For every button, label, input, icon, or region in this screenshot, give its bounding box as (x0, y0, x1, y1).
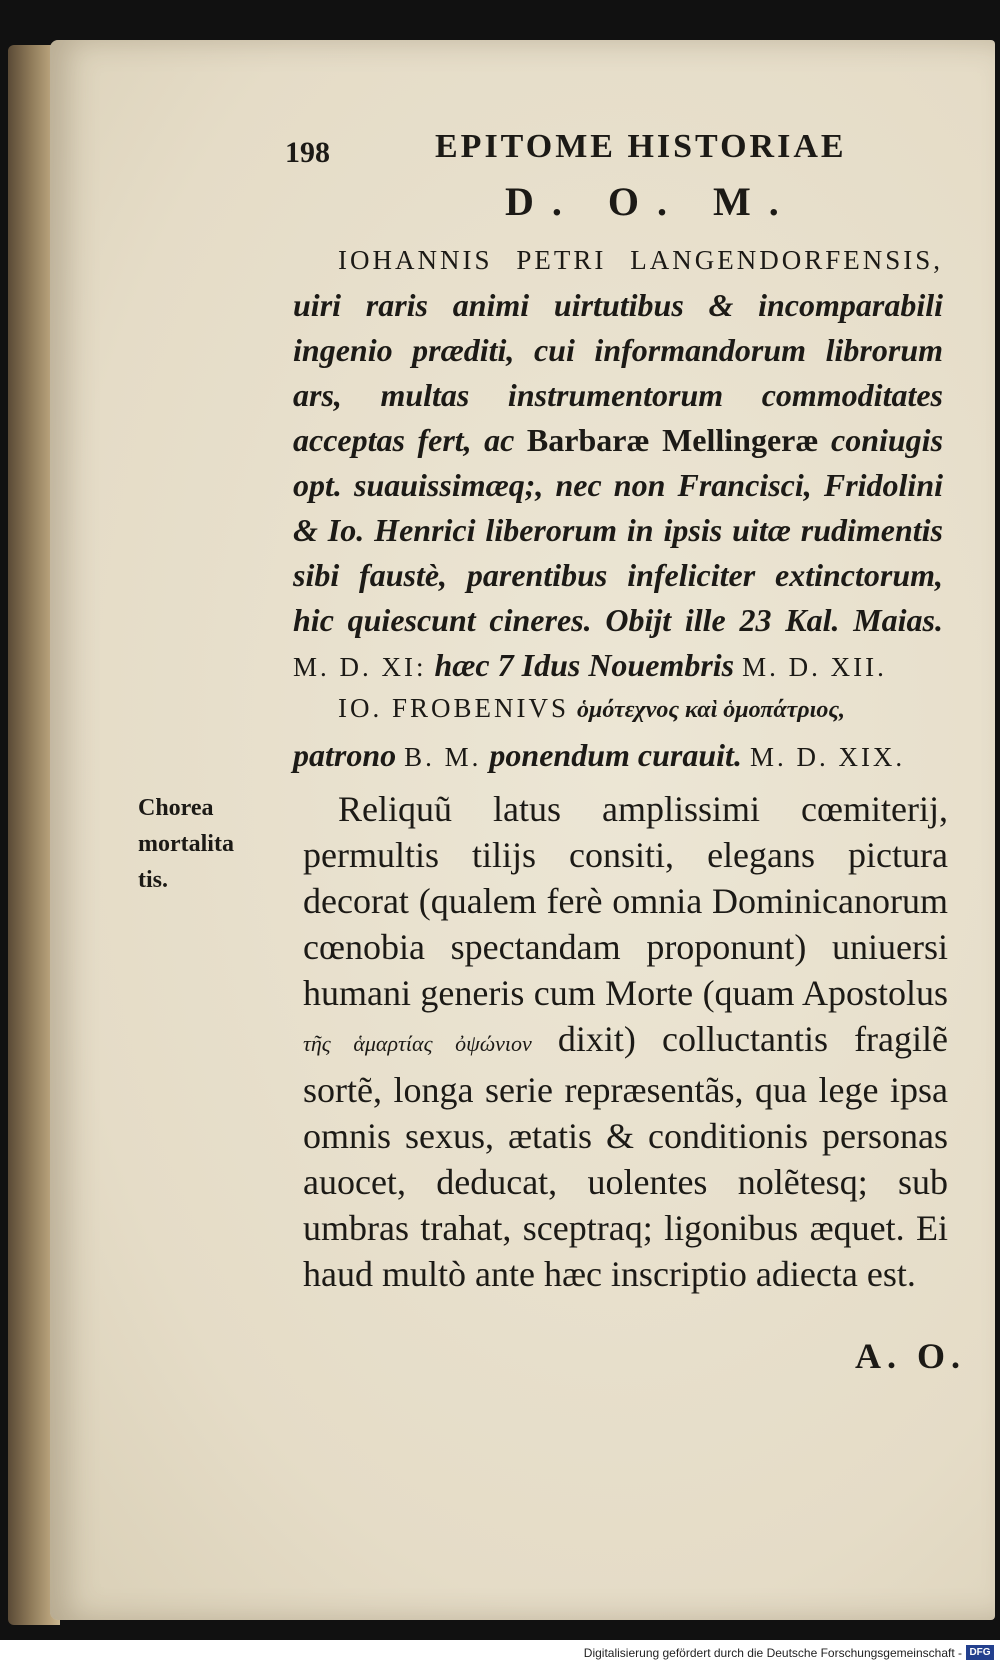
body-paragraph (303, 786, 948, 1297)
inscription-text-3: hæc 7 Idus Nouembris (434, 647, 735, 683)
dedication-name: IO. FROBENIVS (338, 693, 570, 723)
body-greek: τῆς ἁμαρτίας ὀψώνιον (303, 1031, 532, 1056)
marginal-note-line-2: mortalita (138, 831, 234, 857)
dedication-date: M. D. XIX. (749, 742, 906, 772)
dfg-logo-icon: DFG (966, 1645, 994, 1660)
dedication-bm: B. M. (404, 742, 482, 772)
marginal-note-line-3: tis. (138, 867, 168, 893)
body-text-1: Reliquũ latus amplissimi cœmiterij, permultis tilijs consiti, elegans pictura decorat (qualem ferè omnia Dominicanorum cœnobia spectandam proponunt) uniuersi humani generis cum Morte (quam Apostolus (303, 789, 948, 1013)
dedication-greek: ὁμότεχνος καὶ ὁμοπάτριος, (577, 697, 846, 723)
dedication-text-1: patrono (293, 737, 397, 773)
page-header (285, 128, 925, 168)
inscription-text (293, 236, 943, 690)
inscription-text-2: coniugis opt. suauissimæq;, nec non Francisci, Fridolini & Io. Henrici liberorum in ipsis uitæ rudimentis sibi faustè, parentibus infeliciter extinctorum, hic quiescunt cineres. Obijt ille 23 Kal. Maias. (293, 422, 944, 638)
inscription-date-2: M. D. XII. (742, 652, 887, 682)
marginal-note (138, 790, 278, 898)
dedication-text-2: ponendum curauit. (489, 737, 742, 773)
body-text-2: dixit) colluctantis fragilẽ sortẽ, longa serie repræsentãs, qua lege ipsa omnis sexus, ætatis & conditionis personas auocet, deducat, uolentes nolẽtesq; sub umbras trahat, sceptraq; ligonibus æquet. Ei haud multò ante hæc inscriptio adiecta est. (303, 1019, 949, 1294)
catchword: A. O. (855, 1336, 966, 1376)
footer-bar (0, 1640, 1000, 1667)
footer-credit: Digitalisierung gefördert durch die Deutsche Forschungsgemeinschaft - (583, 1646, 962, 1660)
dedication-text (293, 684, 943, 780)
marginal-note-line-1: Chorea (138, 795, 214, 821)
running-head: EPITOME HISTORIAE (435, 128, 847, 165)
page-number: 198 (285, 136, 330, 169)
inscription-heading: D. O. M. (505, 179, 797, 224)
inscription-barbara: Barbaræ Mellingeræ (526, 422, 819, 458)
inscription-date-1: M. D. XI: (293, 652, 427, 682)
inscription-text-1: uiri raris animi uirtutibus & incomparabili ingenio præditi, cui informandorum librorum ars, multas instrumentorum commoditates acceptas fert, ac (293, 287, 943, 458)
inscription-name: IOHANNIS PETRI LANGENDORFENSIS, (338, 245, 943, 275)
